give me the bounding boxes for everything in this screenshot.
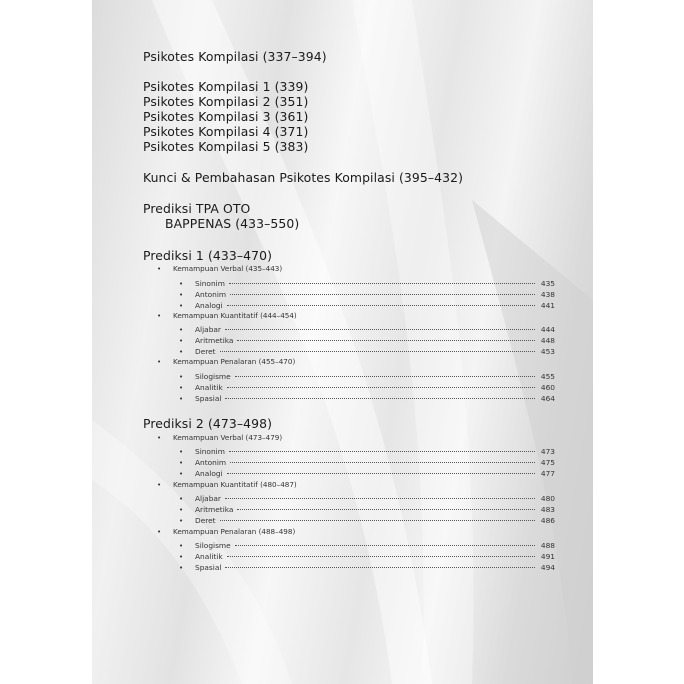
prediksi1-spasial: • Spasial 464 [179, 394, 555, 403]
dot-leader [230, 294, 535, 295]
prediksi2-spasial: • Spasial 494 [179, 563, 555, 572]
dot-leader [227, 473, 535, 474]
prediksi2-deret: • Deret 486 [179, 516, 555, 525]
kunci-pembahasan: Kunci & Pembahasan Psikotes Kompilasi (395–432) [143, 170, 464, 185]
prediksi1-aljabar: • Aljabar 444 [179, 325, 555, 334]
bullet-icon: • [157, 528, 162, 536]
dot-leader [229, 283, 535, 284]
kompilasi-4: Psikotes Kompilasi 4 (371) [143, 124, 309, 139]
dot-leader [235, 376, 535, 377]
prediksi1-analogi: • Analogi 441 [179, 301, 555, 310]
bullet-icon: • [157, 312, 162, 320]
bullet-icon: • [179, 302, 184, 310]
dot-leader [237, 509, 535, 510]
bullet-icon: • [179, 506, 184, 514]
bullet-icon: • [179, 280, 184, 288]
prediksi1-aritmetika: • Aritmetika 448 [179, 336, 555, 345]
bullet-icon: • [179, 542, 184, 550]
dot-leader [230, 462, 535, 463]
prediksi2-title: Prediksi 2 (473–498) [143, 416, 273, 431]
prediksi1-sinonim: • Sinonim 435 [179, 279, 555, 288]
dot-leader [227, 305, 535, 306]
bullet-icon: • [179, 459, 184, 467]
dot-leader [235, 545, 535, 546]
prediksi1-verbal: • Kemampuan Verbal (435–443) [143, 264, 282, 274]
bullet-icon: • [179, 564, 184, 572]
prediksi2-analitik: • Analitik 491 [179, 552, 555, 561]
dot-leader [225, 498, 535, 499]
kompilasi-5: Psikotes Kompilasi 5 (383) [143, 139, 309, 154]
dot-leader [225, 567, 535, 568]
prediksi1-analitik: • Analitik 460 [179, 383, 555, 392]
bullet-icon: • [179, 553, 184, 561]
dot-leader [220, 351, 535, 352]
bullet-icon: • [179, 326, 184, 334]
prediksi2-kuantitatif: • Kemampuan Kuantitatif (480–487) [143, 480, 297, 490]
prediksi2-silogisme: • Silogisme 488 [179, 541, 555, 550]
bullet-icon: • [179, 384, 184, 392]
bullet-icon: • [179, 495, 184, 503]
dot-leader [237, 340, 535, 341]
kompilasi-2: Psikotes Kompilasi 2 (351) [143, 94, 309, 109]
prediksi-tpa-line1: Prediksi TPA OTO [143, 201, 251, 216]
prediksi1-kuantitatif: • Kemampuan Kuantitatif (444–454) [143, 311, 297, 321]
bullet-icon: • [179, 373, 184, 381]
prediksi-tpa-line2: BAPPENAS (433–550) [165, 216, 300, 231]
prediksi2-verbal: • Kemampuan Verbal (473–479) [143, 433, 282, 443]
prediksi2-analogi: • Analogi 477 [179, 469, 555, 478]
prediksi2-sinonim: • Sinonim 473 [179, 447, 555, 456]
bullet-icon: • [157, 434, 162, 442]
bullet-icon: • [179, 348, 184, 356]
prediksi2-antonim: • Antonim 475 [179, 458, 555, 467]
bullet-icon: • [179, 470, 184, 478]
prediksi1-silogisme: • Silogisme 455 [179, 372, 555, 381]
kompilasi-1: Psikotes Kompilasi 1 (339) [143, 79, 309, 94]
bullet-icon: • [179, 448, 184, 456]
dot-leader [220, 520, 535, 521]
book-page [92, 0, 593, 684]
prediksi2-penalaran: • Kemampuan Penalaran (488–498) [143, 527, 295, 537]
dot-leader [227, 556, 535, 557]
prediksi2-aritmetika: • Aritmetika 483 [179, 505, 555, 514]
bullet-icon: • [157, 265, 162, 273]
prediksi1-deret: • Deret 453 [179, 347, 555, 356]
bullet-icon: • [157, 358, 162, 366]
prediksi2-aljabar: • Aljabar 480 [179, 494, 555, 503]
bullet-icon: • [179, 395, 184, 403]
kompilasi-3: Psikotes Kompilasi 3 (361) [143, 109, 309, 124]
kompilasi-title: Psikotes Kompilasi (337–394) [143, 49, 327, 64]
dot-leader [227, 387, 535, 388]
dot-leader [225, 329, 535, 330]
bullet-icon: • [179, 337, 184, 345]
dot-leader [229, 451, 535, 452]
bullet-icon: • [157, 481, 162, 489]
prediksi1-antonim: • Antonim 438 [179, 290, 555, 299]
bullet-icon: • [179, 517, 184, 525]
dot-leader [225, 398, 535, 399]
prediksi1-title: Prediksi 1 (433–470) [143, 248, 273, 263]
bullet-icon: • [179, 291, 184, 299]
prediksi1-penalaran: • Kemampuan Penalaran (455–470) [143, 357, 295, 367]
